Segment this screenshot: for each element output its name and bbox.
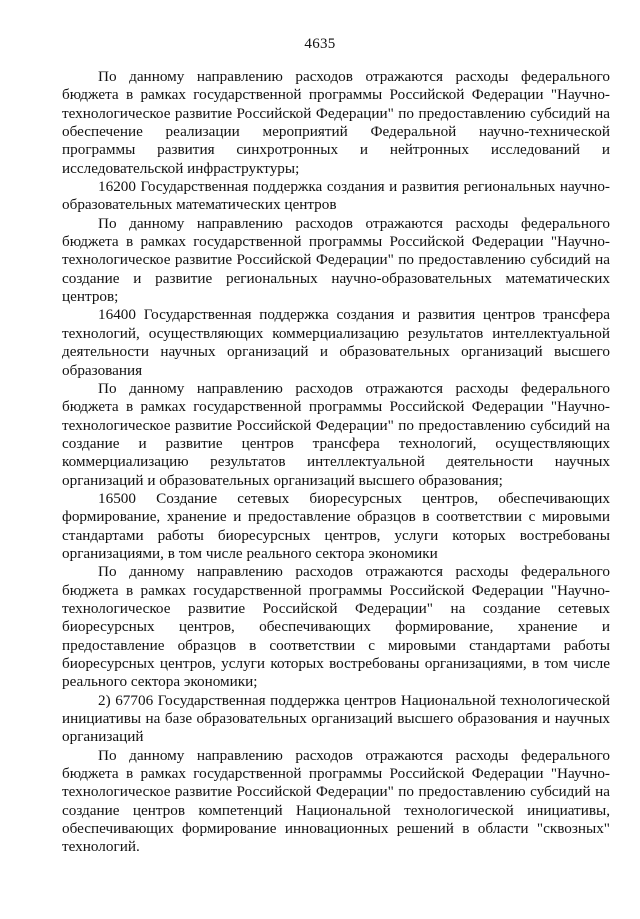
paragraph-code-16400-heading: 16400 Государственная поддержка создания и развития центров трансфера технологий, осуществляющих коммерциализацию результатов интеллектуальной деятельности научных организаций и образовательных организаций высшего образования xyxy=(62,306,610,379)
document-body xyxy=(62,68,610,857)
paragraph-expense-description: По данному направлению расходов отражаются расходы федерального бюджета в рамках государственной программы Российской Федерации "Научно-технологическое развитие Российской Федерации" по предоставлению субсидий на создание центров компетенций Национальной технологической инициативы, обеспечивающих формирование инновационных решений в области "сквозных" технологий. xyxy=(62,746,610,856)
paragraph-code-16500-heading: 16500 Создание сетевых биоресурсных центров, обеспечивающих формирование, хранение и предоставление образцов в соответствии с мировыми стандартами работы биоресурсных центров, услуги которых востребованы организациями, в том числе реального сектора экономики xyxy=(62,489,610,562)
page-number: 4635 xyxy=(304,36,336,52)
paragraph-expense-description: По данному направлению расходов отражаются расходы федерального бюджета в рамках государственной программы Российской Федерации "Научно-технологическое развитие Российской Федерации" по предоставлению субсидий на создание и развитие центров трансфера технологий, осуществляющих коммерциализацию результатов интеллектуальной деятельности научных организаций и образовательных организаций высшего образования; xyxy=(62,379,610,489)
paragraph-expense-description: По данному направлению расходов отражаются расходы федерального бюджета в рамках государственной программы Российской Федерации "Научно-технологическое развитие Российской Федерации" на создание сетевых биоресурсных центров, обеспечивающих формирование, хранение и предоставление образцов в соответствии с мировыми стандартами работы биоресурсных центров, услуги которых востребованы организациями, в том числе реального сектора экономики; xyxy=(62,563,610,691)
paragraph-code-67706-heading: 2) 67706 Государственная поддержка центров Национальной технологической инициативы на базе образовательных организаций высшего образования и научных организаций xyxy=(62,691,610,746)
paragraph-code-16200-heading: 16200 Государственная поддержка создания и развития региональных научно-образовательных математических центров xyxy=(62,178,610,214)
paragraph-expense-description: По данному направлению расходов отражаются расходы федерального бюджета в рамках государственной программы Российской Федерации "Научно-технологическое развитие Российской Федерации" по предоставлению субсидий на обеспечение реализации мероприятий Федеральной научно-технической программы развития синхротронных и нейтронных исследований и исследовательской инфраструктуры; xyxy=(62,68,610,177)
paragraph-expense-description: По данному направлению расходов отражаются расходы федерального бюджета в рамках государственной программы Российской Федерации "Научно-технологическое развитие Российской Федерации" по предоставлению субсидий на создание и развитие региональных научно-образовательных математических центров; xyxy=(62,214,610,306)
